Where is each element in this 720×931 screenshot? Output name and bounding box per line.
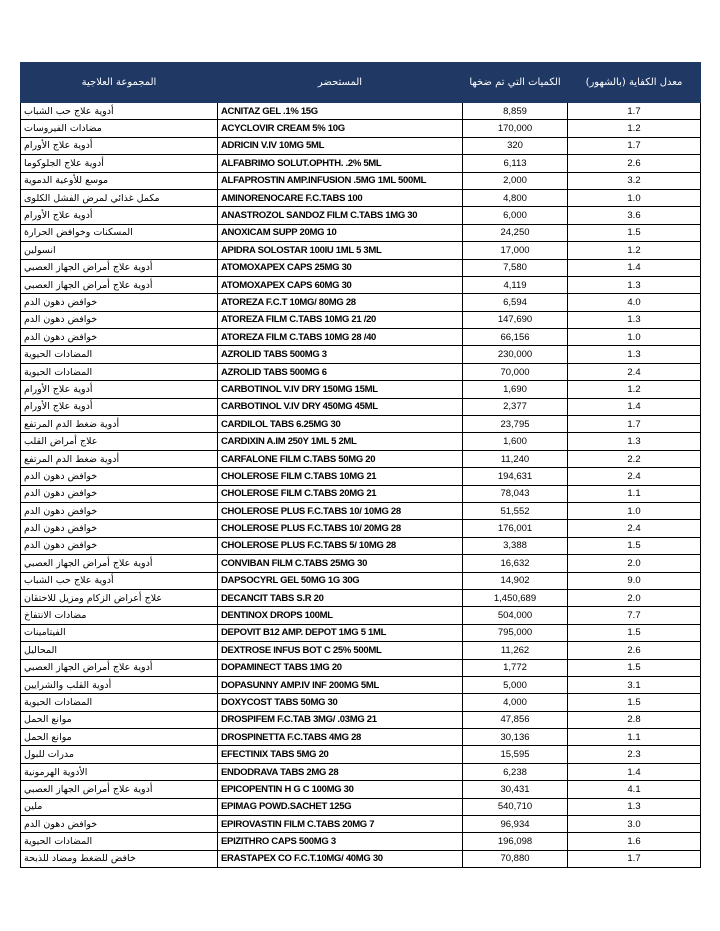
table-row: [21, 816, 701, 833]
cell-quantity: 78,043: [463, 485, 568, 502]
table-row: [21, 433, 701, 450]
table-row: [21, 207, 701, 224]
cell-quantity: 15,595: [463, 746, 568, 763]
cell-sufficiency: 1.4: [568, 398, 701, 415]
cell-product: AZROLID TABS 500MG 6: [218, 363, 463, 380]
cell-sufficiency: 1.7: [568, 103, 701, 120]
cell-sufficiency: 1.5: [568, 659, 701, 676]
cell-sufficiency: 1.7: [568, 416, 701, 433]
cell-group: أدوية ضغط الدم المرتفع: [21, 416, 218, 433]
header-group: المجموعة العلاجية: [21, 63, 218, 103]
cell-group: أدوية علاج الجلوكوما: [21, 155, 218, 172]
cell-group: ملين: [21, 798, 218, 815]
cell-quantity: 6,000: [463, 207, 568, 224]
cell-quantity: 51,552: [463, 502, 568, 519]
table-row: [21, 763, 701, 780]
table-row: [21, 450, 701, 467]
cell-group: خوافض دهون الدم: [21, 520, 218, 537]
cell-group: خوافض دهون الدم: [21, 485, 218, 502]
cell-quantity: 11,262: [463, 642, 568, 659]
cell-quantity: 4,119: [463, 276, 568, 293]
cell-sufficiency: 1.4: [568, 259, 701, 276]
cell-quantity: 6,113: [463, 155, 568, 172]
cell-quantity: 504,000: [463, 607, 568, 624]
cell-quantity: 11,240: [463, 450, 568, 467]
cell-quantity: 795,000: [463, 624, 568, 641]
cell-quantity: 7,580: [463, 259, 568, 276]
table-row: [21, 607, 701, 624]
table-row: [21, 624, 701, 641]
cell-sufficiency: 1.3: [568, 346, 701, 363]
cell-quantity: 196,098: [463, 833, 568, 850]
cell-product: CONVIBAN FILM C.TABS 25MG 30: [218, 555, 463, 572]
cell-product: ENDODRAVA TABS 2MG 28: [218, 763, 463, 780]
cell-group: خوافض دهون الدم: [21, 329, 218, 346]
table-row: [21, 311, 701, 328]
table-row: [21, 398, 701, 415]
table-row: [21, 172, 701, 189]
cell-quantity: 1,690: [463, 381, 568, 398]
cell-sufficiency: 1.6: [568, 833, 701, 850]
cell-quantity: 16,632: [463, 555, 568, 572]
cell-product: ANASTROZOL SANDOZ FILM C.TABS 1MG 30: [218, 207, 463, 224]
cell-group: موانع الحمل: [21, 729, 218, 746]
cell-quantity: 70,000: [463, 363, 568, 380]
cell-group: أدوية علاج أمراض الجهاز العصبي: [21, 259, 218, 276]
cell-product: EPICOPENTIN H G C 100MG 30: [218, 781, 463, 798]
cell-product: EPIMAG POWD.SACHET 125G: [218, 798, 463, 815]
cell-product: ALFABRIMO SOLUT.OPHTH. .2% 5ML: [218, 155, 463, 172]
cell-product: EFECTINIX TABS 5MG 20: [218, 746, 463, 763]
table-row: [21, 555, 701, 572]
table-row: [21, 103, 701, 120]
cell-quantity: 194,631: [463, 468, 568, 485]
cell-product: CARBOTINOL V.IV DRY 150MG 15ML: [218, 381, 463, 398]
cell-quantity: 70,880: [463, 850, 568, 867]
cell-quantity: 8,859: [463, 103, 568, 120]
cell-sufficiency: 1.7: [568, 137, 701, 154]
cell-sufficiency: 2.6: [568, 155, 701, 172]
cell-product: DAPSOCYRL GEL 50MG 1G 30G: [218, 572, 463, 589]
cell-group: أدوية علاج أمراض الجهاز العصبي: [21, 659, 218, 676]
cell-group: مكمل غذائي لمرض الفشل الكلوى: [21, 189, 218, 206]
table-row: [21, 329, 701, 346]
cell-product: DECANCIT TABS S.R 20: [218, 589, 463, 606]
cell-quantity: 5,000: [463, 676, 568, 693]
cell-group: أدوية علاج أمراض الجهاز العصبي: [21, 276, 218, 293]
cell-product: DROSPINETTA F.C.TABS 4MG 28: [218, 729, 463, 746]
cell-quantity: 24,250: [463, 224, 568, 241]
drug-supply-table: [20, 62, 701, 868]
table-row: [21, 416, 701, 433]
cell-product: EPIROVASTIN FILM C.TABS 20MG 7: [218, 816, 463, 833]
cell-quantity: 176,001: [463, 520, 568, 537]
table-row: [21, 189, 701, 206]
cell-group: أدوية علاج الأورام: [21, 137, 218, 154]
cell-group: المحاليل: [21, 642, 218, 659]
cell-quantity: 147,690: [463, 311, 568, 328]
cell-product: CHOLEROSE PLUS F.C.TABS 5/ 10MG 28: [218, 537, 463, 554]
table-row: [21, 520, 701, 537]
cell-group: المضادات الحيوية: [21, 346, 218, 363]
cell-sufficiency: 1.5: [568, 224, 701, 241]
cell-quantity: 4,800: [463, 189, 568, 206]
cell-product: CARFALONE FILM C.TABS 50MG 20: [218, 450, 463, 467]
cell-group: المسكنات وخوافض الحرارة: [21, 224, 218, 241]
cell-group: مدرات للبول: [21, 746, 218, 763]
cell-group: أدوية علاج الأورام: [21, 207, 218, 224]
table-row: [21, 537, 701, 554]
header-sufficiency: معدل الكفاية (بالشهور): [568, 63, 701, 103]
cell-sufficiency: 7.7: [568, 607, 701, 624]
header-product: المستحضر: [218, 63, 463, 103]
cell-sufficiency: 3.2: [568, 172, 701, 189]
cell-sufficiency: 1.5: [568, 537, 701, 554]
cell-group: أدوية علاج حب الشباب: [21, 103, 218, 120]
cell-quantity: 1,450,689: [463, 589, 568, 606]
cell-product: DROSPIFEM F.C.TAB 3MG/ .03MG 21: [218, 711, 463, 728]
cell-product: EPIZITHRO CAPS 500MG 3: [218, 833, 463, 850]
table-row: [21, 155, 701, 172]
cell-product: DEPOVIT B12 AMP. DEPOT 1MG 5 1ML: [218, 624, 463, 641]
table-row: [21, 294, 701, 311]
cell-group: أدوية القلب والشرايين: [21, 676, 218, 693]
cell-sufficiency: 1.0: [568, 329, 701, 346]
cell-group: أدوية ضغط الدم المرتفع: [21, 450, 218, 467]
table-row: [21, 120, 701, 137]
cell-sufficiency: 1.1: [568, 485, 701, 502]
cell-sufficiency: 1.0: [568, 189, 701, 206]
cell-product: APIDRA SOLOSTAR 100IU 1ML 5 3ML: [218, 242, 463, 259]
cell-group: خافض للضغط ومضاد للذبحة: [21, 850, 218, 867]
cell-sufficiency: 1.2: [568, 242, 701, 259]
cell-quantity: 23,795: [463, 416, 568, 433]
cell-group: المضادات الحيوية: [21, 694, 218, 711]
cell-product: DEXTROSE INFUS BOT C 25% 500ML: [218, 642, 463, 659]
table-row: [21, 781, 701, 798]
cell-sufficiency: 9.0: [568, 572, 701, 589]
cell-group: علاج أمراض القلب: [21, 433, 218, 450]
cell-sufficiency: 2.0: [568, 555, 701, 572]
cell-group: مضادات الانتفاخ: [21, 607, 218, 624]
cell-group: خوافض دهون الدم: [21, 468, 218, 485]
cell-quantity: 1,600: [463, 433, 568, 450]
cell-group: الفيتامينات: [21, 624, 218, 641]
cell-group: المضادات الحيوية: [21, 363, 218, 380]
table-row: [21, 276, 701, 293]
cell-sufficiency: 1.7: [568, 850, 701, 867]
cell-sufficiency: 1.5: [568, 694, 701, 711]
cell-quantity: 1,772: [463, 659, 568, 676]
cell-quantity: 6,594: [463, 294, 568, 311]
table-header-row: [21, 63, 701, 103]
cell-group: موسع للأوعية الدموية: [21, 172, 218, 189]
cell-product: CHOLEROSE PLUS F.C.TABS 10/ 10MG 28: [218, 502, 463, 519]
table-row: [21, 468, 701, 485]
table-row: [21, 502, 701, 519]
table-row: [21, 363, 701, 380]
cell-sufficiency: 2.4: [568, 363, 701, 380]
cell-group: مضادات الفيروسات: [21, 120, 218, 137]
cell-sufficiency: 2.0: [568, 589, 701, 606]
header-quantity: الكميات التي تم ضخها: [463, 63, 568, 103]
cell-sufficiency: 1.3: [568, 276, 701, 293]
table-row: [21, 224, 701, 241]
cell-quantity: 30,136: [463, 729, 568, 746]
cell-quantity: 4,000: [463, 694, 568, 711]
cell-sufficiency: 2.3: [568, 746, 701, 763]
cell-quantity: 320: [463, 137, 568, 154]
cell-quantity: 14,902: [463, 572, 568, 589]
cell-sufficiency: 2.6: [568, 642, 701, 659]
table-row: [21, 242, 701, 259]
cell-product: ALFAPROSTIN AMP.INFUSION .5MG 1ML 500ML: [218, 172, 463, 189]
cell-product: DOXYCOST TABS 50MG 30: [218, 694, 463, 711]
cell-quantity: 170,000: [463, 120, 568, 137]
cell-group: خوافض دهون الدم: [21, 502, 218, 519]
cell-product: ACYCLOVIR CREAM 5% 10G: [218, 120, 463, 137]
cell-sufficiency: 1.0: [568, 502, 701, 519]
cell-quantity: 96,934: [463, 816, 568, 833]
cell-product: DOPASUNNY AMP.IV INF 200MG 5ML: [218, 676, 463, 693]
cell-group: علاج أعراض الزكام ومزيل للاحتقان: [21, 589, 218, 606]
cell-product: CARDILOL TABS 6.25MG 30: [218, 416, 463, 433]
cell-product: ATOREZA FILM C.TABS 10MG 21 /20: [218, 311, 463, 328]
cell-sufficiency: 1.3: [568, 433, 701, 450]
cell-group: المضادات الحيوية: [21, 833, 218, 850]
table-row: [21, 137, 701, 154]
table-row: [21, 746, 701, 763]
cell-product: ATOMOXAPEX CAPS 25MG 30: [218, 259, 463, 276]
cell-quantity: 540,710: [463, 798, 568, 815]
cell-product: CHOLEROSE PLUS F.C.TABS 10/ 20MG 28: [218, 520, 463, 537]
cell-group: خوافض دهون الدم: [21, 311, 218, 328]
cell-product: CARBOTINOL V.IV DRY 450MG 45ML: [218, 398, 463, 415]
table-row: [21, 485, 701, 502]
table-row: [21, 346, 701, 363]
cell-product: DOPAMINECT TABS 1MG 20: [218, 659, 463, 676]
cell-quantity: 66,156: [463, 329, 568, 346]
cell-sufficiency: 3.0: [568, 816, 701, 833]
cell-product: CARDIXIN A.IM 250Y 1ML 5 2ML: [218, 433, 463, 450]
table-row: [21, 694, 701, 711]
cell-sufficiency: 1.2: [568, 381, 701, 398]
cell-quantity: 230,000: [463, 346, 568, 363]
cell-product: AZROLID TABS 500MG 3: [218, 346, 463, 363]
cell-product: ATOREZA F.C.T 10MG/ 80MG 28: [218, 294, 463, 311]
table-row: [21, 798, 701, 815]
cell-group: أدوية علاج أمراض الجهاز العصبي: [21, 555, 218, 572]
cell-sufficiency: 4.1: [568, 781, 701, 798]
cell-group: أدوية علاج حب الشباب: [21, 572, 218, 589]
cell-product: ATOREZA FILM C.TABS 10MG 28 /40: [218, 329, 463, 346]
table-row: [21, 850, 701, 867]
cell-quantity: 47,856: [463, 711, 568, 728]
cell-quantity: 3,388: [463, 537, 568, 554]
cell-group: خوافض دهون الدم: [21, 294, 218, 311]
cell-sufficiency: 3.6: [568, 207, 701, 224]
table-row: [21, 659, 701, 676]
cell-sufficiency: 2.8: [568, 711, 701, 728]
cell-sufficiency: 1.3: [568, 311, 701, 328]
cell-quantity: 30,431: [463, 781, 568, 798]
cell-sufficiency: 1.2: [568, 120, 701, 137]
cell-product: ERASTAPEX CO F.C.T.10MG/ 40MG 30: [218, 850, 463, 867]
cell-group: انسولين: [21, 242, 218, 259]
cell-sufficiency: 1.5: [568, 624, 701, 641]
cell-product: ANOXICAM SUPP 20MG 10: [218, 224, 463, 241]
cell-quantity: 2,000: [463, 172, 568, 189]
table-row: [21, 642, 701, 659]
cell-sufficiency: 4.0: [568, 294, 701, 311]
cell-sufficiency: 1.4: [568, 763, 701, 780]
cell-product: ATOMOXAPEX CAPS 60MG 30: [218, 276, 463, 293]
cell-product: CHOLEROSE FILM C.TABS 10MG 21: [218, 468, 463, 485]
cell-quantity: 6,238: [463, 763, 568, 780]
table-row: [21, 676, 701, 693]
cell-group: أدوية علاج الأورام: [21, 398, 218, 415]
table-row: [21, 833, 701, 850]
cell-product: AMINORENOCARE F.C.TABS 100: [218, 189, 463, 206]
table-row: [21, 589, 701, 606]
cell-sufficiency: 2.4: [568, 468, 701, 485]
table-row: [21, 729, 701, 746]
table-row: [21, 259, 701, 276]
table-row: [21, 381, 701, 398]
cell-sufficiency: 2.4: [568, 520, 701, 537]
table-row: [21, 711, 701, 728]
cell-sufficiency: 1.3: [568, 798, 701, 815]
cell-product: CHOLEROSE FILM C.TABS 20MG 21: [218, 485, 463, 502]
cell-group: الأدوية الهرمونية: [21, 763, 218, 780]
table-row: [21, 572, 701, 589]
cell-group: موانع الحمل: [21, 711, 218, 728]
cell-product: ADRICIN V.IV 10MG 5ML: [218, 137, 463, 154]
cell-product: DENTINOX DROPS 100ML: [218, 607, 463, 624]
cell-sufficiency: 3.1: [568, 676, 701, 693]
cell-group: خوافض دهون الدم: [21, 816, 218, 833]
cell-group: أدوية علاج أمراض الجهاز العصبي: [21, 781, 218, 798]
cell-sufficiency: 2.2: [568, 450, 701, 467]
cell-quantity: 2,377: [463, 398, 568, 415]
cell-product: ACNITAZ GEL .1% 15G: [218, 103, 463, 120]
cell-group: أدوية علاج الأورام: [21, 381, 218, 398]
cell-sufficiency: 1.1: [568, 729, 701, 746]
cell-quantity: 17,000: [463, 242, 568, 259]
cell-group: خوافض دهون الدم: [21, 537, 218, 554]
